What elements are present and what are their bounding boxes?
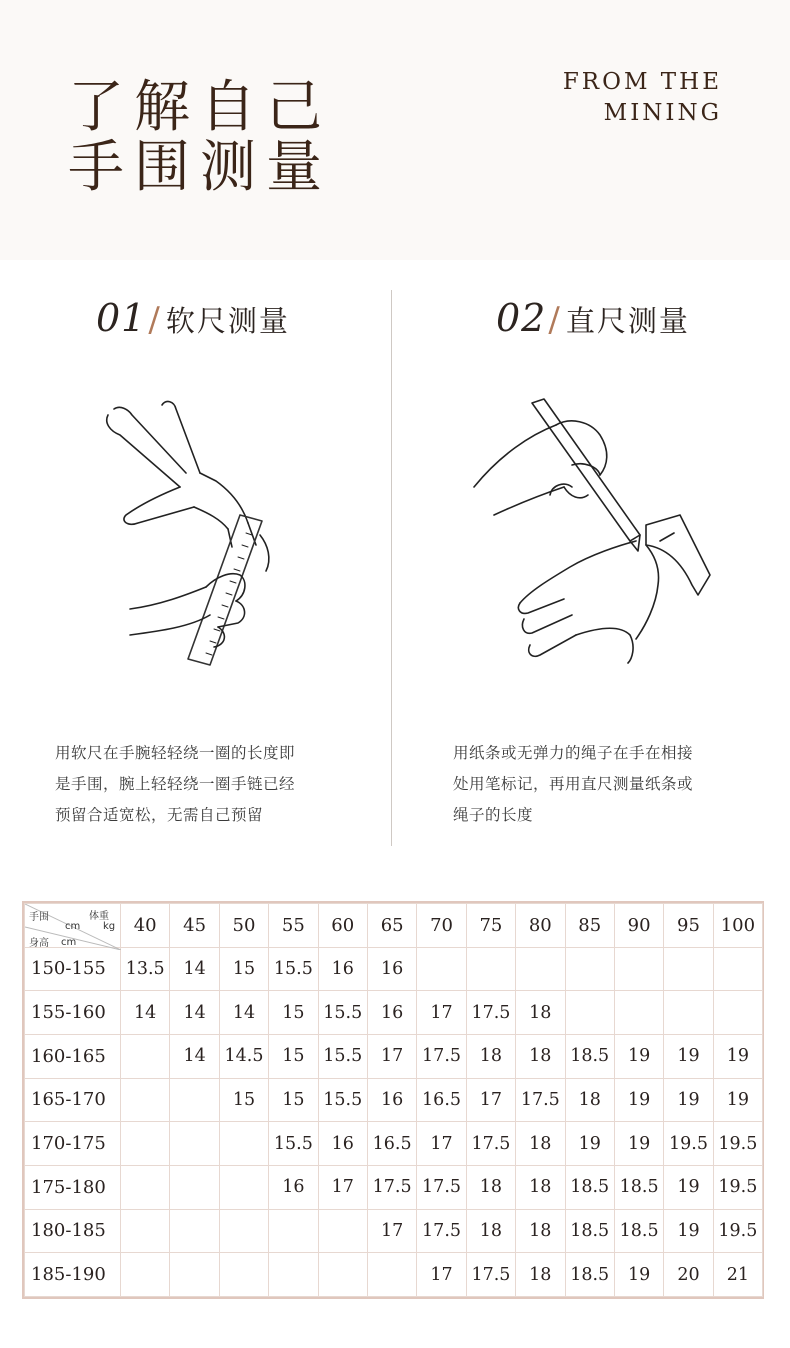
- hand-soft-tape-illustration: [90, 395, 320, 685]
- weight-header-cell: 95: [664, 904, 713, 948]
- wrist-size-cell: 19.5: [713, 1122, 762, 1166]
- wrist-size-cell: 14: [170, 991, 219, 1035]
- wrist-size-cell: [121, 1034, 170, 1078]
- wrist-size-cell: [367, 1253, 416, 1297]
- wrist-size-cell: [417, 947, 466, 991]
- wrist-size-cell: 14: [170, 1034, 219, 1078]
- wrist-size-cell: 19: [565, 1122, 614, 1166]
- wrist-size-cell: [219, 1209, 268, 1253]
- wrist-size-cell: 13.5: [121, 947, 170, 991]
- wrist-size-cell: 17.5: [466, 991, 515, 1035]
- height-range-cell: 165-170: [25, 1078, 121, 1122]
- wrist-size-cell: 14: [121, 991, 170, 1035]
- corner-weight-label: 体重: [89, 911, 109, 922]
- wrist-size-cell: 17.5: [466, 1253, 515, 1297]
- wrist-size-cell: 14: [219, 991, 268, 1035]
- wrist-size-cell: 15.5: [318, 991, 367, 1035]
- hand-ruler-pen-illustration: [460, 395, 730, 685]
- wrist-size-cell: 16: [269, 1165, 318, 1209]
- wrist-size-cell: [269, 1209, 318, 1253]
- wrist-size-cell: [121, 1122, 170, 1166]
- wrist-size-cell: 18: [466, 1209, 515, 1253]
- corner-kg-label: kg: [103, 921, 116, 932]
- step-1-description-line: 用软尺在手腕轻轻绕一圈的长度即: [55, 744, 296, 762]
- wrist-size-cell: 19: [664, 1165, 713, 1209]
- wrist-size-cell: 18.5: [565, 1209, 614, 1253]
- wrist-size-cell: 17: [466, 1078, 515, 1122]
- weight-header-cell: 85: [565, 904, 614, 948]
- weight-header-cell: 80: [516, 904, 565, 948]
- wrist-size-cell: 17.5: [516, 1078, 565, 1122]
- wrist-size-cell: 16.5: [417, 1078, 466, 1122]
- wrist-size-cell: 18: [516, 1253, 565, 1297]
- wrist-size-cell: 19: [614, 1122, 663, 1166]
- wrist-size-cell: 21: [713, 1253, 762, 1297]
- height-range-cell: 180-185: [25, 1209, 121, 1253]
- table-row: [25, 1122, 763, 1166]
- wrist-size-cell: [219, 1253, 268, 1297]
- wrist-size-cell: 18.5: [565, 1034, 614, 1078]
- wrist-size-cell: 19.5: [664, 1122, 713, 1166]
- wrist-size-cell: 17.5: [466, 1122, 515, 1166]
- wrist-size-cell: 17: [318, 1165, 367, 1209]
- wrist-size-cell: 15: [219, 947, 268, 991]
- wrist-size-cell: [318, 1209, 367, 1253]
- step-1-slash: /: [148, 300, 160, 340]
- step-2-description: [453, 738, 753, 831]
- step-1-number: 01: [96, 296, 147, 340]
- wrist-size-cell: [614, 947, 663, 991]
- wrist-size-cell: 19.5: [713, 1165, 762, 1209]
- step-1-title: [96, 296, 290, 340]
- wrist-size-cell: 18.5: [565, 1253, 614, 1297]
- wrist-size-cell: 15: [269, 991, 318, 1035]
- step-2-description-line: 处用笔标记，再用直尺测量纸条或: [453, 775, 694, 793]
- step-1-description-line: 是手围，腕上轻轻绕一圈手链已经: [55, 775, 296, 793]
- wrist-size-cell: 20: [664, 1253, 713, 1297]
- corner-height-label: 身高: [29, 938, 49, 949]
- wrist-size-cell: [269, 1253, 318, 1297]
- wrist-size-cell: [713, 991, 762, 1035]
- wrist-size-cell: 17.5: [417, 1209, 466, 1253]
- brand-text-line-1: FROM THE: [562, 69, 722, 95]
- wrist-size-cell: 17: [367, 1034, 416, 1078]
- table-row: [25, 1253, 763, 1297]
- height-range-cell: 155-160: [25, 991, 121, 1035]
- wrist-size-cell: 19: [713, 1078, 762, 1122]
- step-1-description: [55, 738, 355, 831]
- wrist-size-cell: 16.5: [367, 1122, 416, 1166]
- wrist-size-cell: 18: [466, 1165, 515, 1209]
- corner-cm-bottom: cm: [61, 937, 77, 948]
- wrist-size-cell: 17: [417, 991, 466, 1035]
- height-range-cell: 185-190: [25, 1253, 121, 1297]
- weight-header-cell: 45: [170, 904, 219, 948]
- table-row: [25, 1209, 763, 1253]
- weight-header-cell: 40: [121, 904, 170, 948]
- wrist-size-cell: [565, 991, 614, 1035]
- wrist-size-cell: 18.5: [565, 1165, 614, 1209]
- page-title-line-1: 了解自己: [68, 75, 332, 140]
- wrist-size-cell: 15.5: [318, 1034, 367, 1078]
- header-banner: [0, 0, 790, 260]
- wrist-size-cell: [565, 947, 614, 991]
- table-row: [25, 1034, 763, 1078]
- wrist-size-cell: 18: [516, 991, 565, 1035]
- table-row: [25, 947, 763, 991]
- step-2-title: [496, 296, 690, 340]
- height-range-cell: 160-165: [25, 1034, 121, 1078]
- table-row: [25, 1165, 763, 1209]
- corner-cm-top: cm: [65, 921, 81, 932]
- size-table-grid: [24, 903, 763, 1297]
- wrist-size-cell: [219, 1122, 268, 1166]
- wrist-size-cell: [121, 1165, 170, 1209]
- wrist-size-cell: 18: [516, 1209, 565, 1253]
- wrist-size-cell: 18: [516, 1034, 565, 1078]
- step-1-description-line: 预留合适宽松，无需自己预留: [55, 806, 264, 824]
- height-range-cell: 150-155: [25, 947, 121, 991]
- wrist-size-cell: 15.5: [269, 1122, 318, 1166]
- wrist-size-cell: 18.5: [614, 1209, 663, 1253]
- step-2-label: 直尺测量: [565, 304, 690, 338]
- table-row: [25, 991, 763, 1035]
- page-title-line-2: 手围测量: [68, 135, 332, 200]
- wrist-size-cell: 18: [466, 1034, 515, 1078]
- wrist-size-cell: 19: [664, 1034, 713, 1078]
- wrist-size-cell: [170, 1078, 219, 1122]
- table-row: [25, 1078, 763, 1122]
- wrist-size-cell: 15.5: [269, 947, 318, 991]
- height-range-cell: 170-175: [25, 1122, 121, 1166]
- wrist-size-cell: [170, 1165, 219, 1209]
- wrist-size-cell: [318, 1253, 367, 1297]
- wrist-size-cell: 14: [170, 947, 219, 991]
- wrist-size-cell: [664, 947, 713, 991]
- wrist-size-cell: 16: [367, 947, 416, 991]
- wrist-size-cell: 15: [269, 1078, 318, 1122]
- weight-header-cell: 90: [614, 904, 663, 948]
- weight-header-cell: 70: [417, 904, 466, 948]
- brand-text-line-2: MINING: [603, 100, 722, 126]
- wrist-size-cell: 19: [614, 1253, 663, 1297]
- wrist-size-cell: 17.5: [417, 1034, 466, 1078]
- wrist-size-cell: 19: [664, 1078, 713, 1122]
- wrist-size-cell: [170, 1209, 219, 1253]
- wrist-size-cell: 17.5: [367, 1165, 416, 1209]
- wrist-size-cell: 19: [664, 1209, 713, 1253]
- wrist-size-cell: 15.5: [318, 1078, 367, 1122]
- weight-header-cell: 75: [466, 904, 515, 948]
- wrist-size-cell: [219, 1165, 268, 1209]
- table-corner-cell: [25, 904, 121, 948]
- weight-header-cell: 65: [367, 904, 416, 948]
- wrist-size-cell: 16: [318, 947, 367, 991]
- wrist-size-cell: [664, 991, 713, 1035]
- wrist-size-cell: 15: [219, 1078, 268, 1122]
- wrist-size-cell: 19: [614, 1034, 663, 1078]
- wrist-size-cell: 19.5: [713, 1209, 762, 1253]
- wrist-size-cell: [121, 1209, 170, 1253]
- wrist-size-cell: 17: [417, 1122, 466, 1166]
- step-2-number: 02: [496, 296, 547, 340]
- wrist-size-cell: [121, 1078, 170, 1122]
- wrist-size-cell: 14.5: [219, 1034, 268, 1078]
- step-1-label: 软尺测量: [165, 304, 290, 338]
- wrist-size-cell: 17: [367, 1209, 416, 1253]
- wrist-size-cell: [466, 947, 515, 991]
- table-header-row: [25, 904, 763, 948]
- wrist-size-cell: [614, 991, 663, 1035]
- wrist-size-cell: 18.5: [614, 1165, 663, 1209]
- wrist-size-cell: 18: [516, 1165, 565, 1209]
- wrist-size-cell: 15: [269, 1034, 318, 1078]
- weight-header-cell: 50: [219, 904, 268, 948]
- section-divider: [391, 290, 392, 846]
- wrist-size-cell: [713, 947, 762, 991]
- wrist-size-cell: 16: [318, 1122, 367, 1166]
- weight-header-cell: 55: [269, 904, 318, 948]
- wrist-size-cell: 16: [367, 1078, 416, 1122]
- size-table: [22, 901, 764, 1299]
- wrist-size-cell: 18: [516, 1122, 565, 1166]
- corner-wrist-label: 手围: [29, 912, 49, 923]
- wrist-size-cell: [170, 1253, 219, 1297]
- weight-header-cell: 100: [713, 904, 762, 948]
- wrist-size-cell: 17.5: [417, 1165, 466, 1209]
- wrist-size-cell: [170, 1122, 219, 1166]
- wrist-size-cell: 19: [614, 1078, 663, 1122]
- wrist-size-cell: 17: [417, 1253, 466, 1297]
- wrist-size-cell: 18: [565, 1078, 614, 1122]
- height-range-cell: 175-180: [25, 1165, 121, 1209]
- step-2-slash: /: [548, 300, 560, 340]
- wrist-size-cell: 16: [367, 991, 416, 1035]
- step-2-description-line: 绳子的长度: [453, 806, 534, 824]
- weight-header-cell: 60: [318, 904, 367, 948]
- step-2-description-line: 用纸条或无弹力的绳子在手在相接: [453, 744, 694, 762]
- wrist-size-cell: 19: [713, 1034, 762, 1078]
- wrist-size-cell: [121, 1253, 170, 1297]
- wrist-size-cell: [516, 947, 565, 991]
